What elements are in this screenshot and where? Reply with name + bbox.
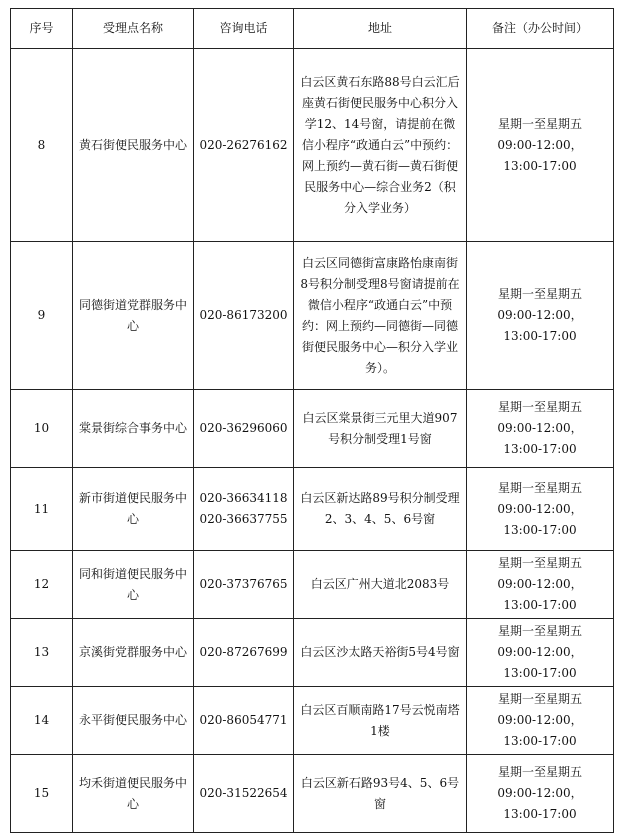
cell-address: 白云区同德街富康路怡康南街8号积分制受理8号窗请提前在微信小程序“政通白云”中预约：网上预约—同德街—同德街便民服务中心—积分入学业务）。 [294, 242, 467, 390]
cell-no: 8 [11, 49, 73, 242]
office-hours-line: 星期一至星期五 [497, 624, 582, 638]
office-hours-line: 星期一至星期五 [497, 287, 582, 301]
phone-number: 020-36634118 [199, 491, 288, 505]
phone-number: 020-87267699 [199, 645, 288, 659]
cell-phone [194, 619, 294, 687]
phone-number: 020-86054771 [199, 713, 288, 727]
office-hours-line: 13:00-17:00 [503, 666, 577, 680]
office-hours-line: 09:00-12:00， [497, 137, 583, 152]
office-hours-line: 星期一至星期五 [497, 556, 582, 570]
header-address: 地址 [294, 9, 467, 49]
table-header-row [11, 9, 614, 49]
cell-name: 京溪街党群服务中心 [73, 619, 194, 687]
cell-note [467, 468, 614, 551]
office-hours-line: 09:00-12:00， [497, 713, 583, 727]
cell-no: 14 [11, 687, 73, 755]
cell-address: 白云区黄石东路88号白云汇后座黄石街便民服务中心积分入学12、14号窗，请提前在微信小程序“政通白云”中预约：网上预约—黄石街—黄石街便民服务中心—综合业务2（积分入学业务） [294, 49, 467, 242]
cell-phone [194, 390, 294, 468]
phone-number: 020-86173200 [199, 308, 288, 322]
header-note: 备注（办公时间） [467, 9, 614, 49]
cell-note [467, 687, 614, 755]
cell-note [467, 619, 614, 687]
cell-note [467, 390, 614, 468]
cell-no: 11 [11, 468, 73, 551]
office-hours-line: 星期一至星期五 [497, 480, 582, 495]
cell-phone [194, 687, 294, 755]
cell-no: 12 [11, 551, 73, 619]
cell-name: 新市街道便民服务中心 [73, 468, 194, 551]
table-row [11, 755, 614, 833]
cell-name: 均禾街道便民服务中心 [73, 755, 194, 833]
cell-phone [194, 755, 294, 833]
header-no: 序号 [11, 9, 73, 49]
table-row [11, 390, 614, 468]
office-hours-line: 13:00-17:00 [503, 522, 577, 537]
office-hours-line: 13:00-17:00 [503, 807, 577, 821]
table-row [11, 687, 614, 755]
phone-number: 020-31522654 [199, 786, 288, 800]
cell-note [467, 755, 614, 833]
header-name: 受理点名称 [73, 9, 194, 49]
phone-number: 020-36637755 [199, 512, 288, 526]
cell-address: 白云区百顺南路17号云悦南塔1楼 [294, 687, 467, 755]
table-row [11, 619, 614, 687]
cell-address: 白云区沙太路天裕街5号4号窗 [294, 619, 467, 687]
office-hours-line: 13:00-17:00 [503, 442, 577, 456]
office-hours-line: 星期一至星期五 [497, 692, 582, 706]
document-page [10, 8, 614, 833]
cell-address: 白云区新石路93号4、5、6号窗 [294, 755, 467, 833]
cell-no: 15 [11, 755, 73, 833]
cell-address: 白云区新达路89号积分制受理2、3、4、5、6号窗 [294, 468, 467, 551]
phone-number: 020-26276162 [199, 137, 288, 152]
office-hours-line: 13:00-17:00 [503, 158, 577, 173]
cell-phone [194, 49, 294, 242]
cell-name: 同德街道党群服务中心 [73, 242, 194, 390]
office-hours-line: 09:00-12:00， [497, 501, 583, 516]
cell-note [467, 242, 614, 390]
cell-no: 13 [11, 619, 73, 687]
office-hours-line: 09:00-12:00， [497, 645, 583, 659]
office-hours-line: 星期一至星期五 [497, 765, 582, 779]
table-row [11, 49, 614, 242]
cell-address: 白云区棠景街三元里大道907号积分制受理1号窗 [294, 390, 467, 468]
cell-note [467, 551, 614, 619]
office-hours-line: 09:00-12:00， [497, 308, 583, 322]
cell-phone [194, 551, 294, 619]
office-hours-line: 09:00-12:00， [497, 786, 583, 800]
office-hours-line: 星期一至星期五 [497, 400, 582, 414]
office-hours-line: 09:00-12:00， [497, 421, 583, 435]
cell-address: 白云区广州大道北2083号 [294, 551, 467, 619]
cell-name: 黄石街便民服务中心 [73, 49, 194, 242]
table-row [11, 551, 614, 619]
office-hours-line: 星期一至星期五 [497, 116, 582, 131]
office-hours-line: 09:00-12:00， [497, 577, 583, 591]
cell-phone [194, 468, 294, 551]
service-points-table [10, 8, 614, 833]
phone-number: 020-37376765 [199, 577, 288, 591]
office-hours-line: 13:00-17:00 [503, 329, 577, 343]
office-hours-line: 13:00-17:00 [503, 598, 577, 612]
table-row [11, 242, 614, 390]
cell-phone [194, 242, 294, 390]
cell-note [467, 49, 614, 242]
cell-name: 棠景街综合事务中心 [73, 390, 194, 468]
header-phone: 咨询电话 [194, 9, 294, 49]
cell-no: 10 [11, 390, 73, 468]
phone-number: 020-36296060 [199, 421, 288, 435]
office-hours-line: 13:00-17:00 [503, 734, 577, 748]
cell-no: 9 [11, 242, 73, 390]
cell-name: 永平街便民服务中心 [73, 687, 194, 755]
cell-name: 同和街道便民服务中心 [73, 551, 194, 619]
table-row [11, 468, 614, 551]
